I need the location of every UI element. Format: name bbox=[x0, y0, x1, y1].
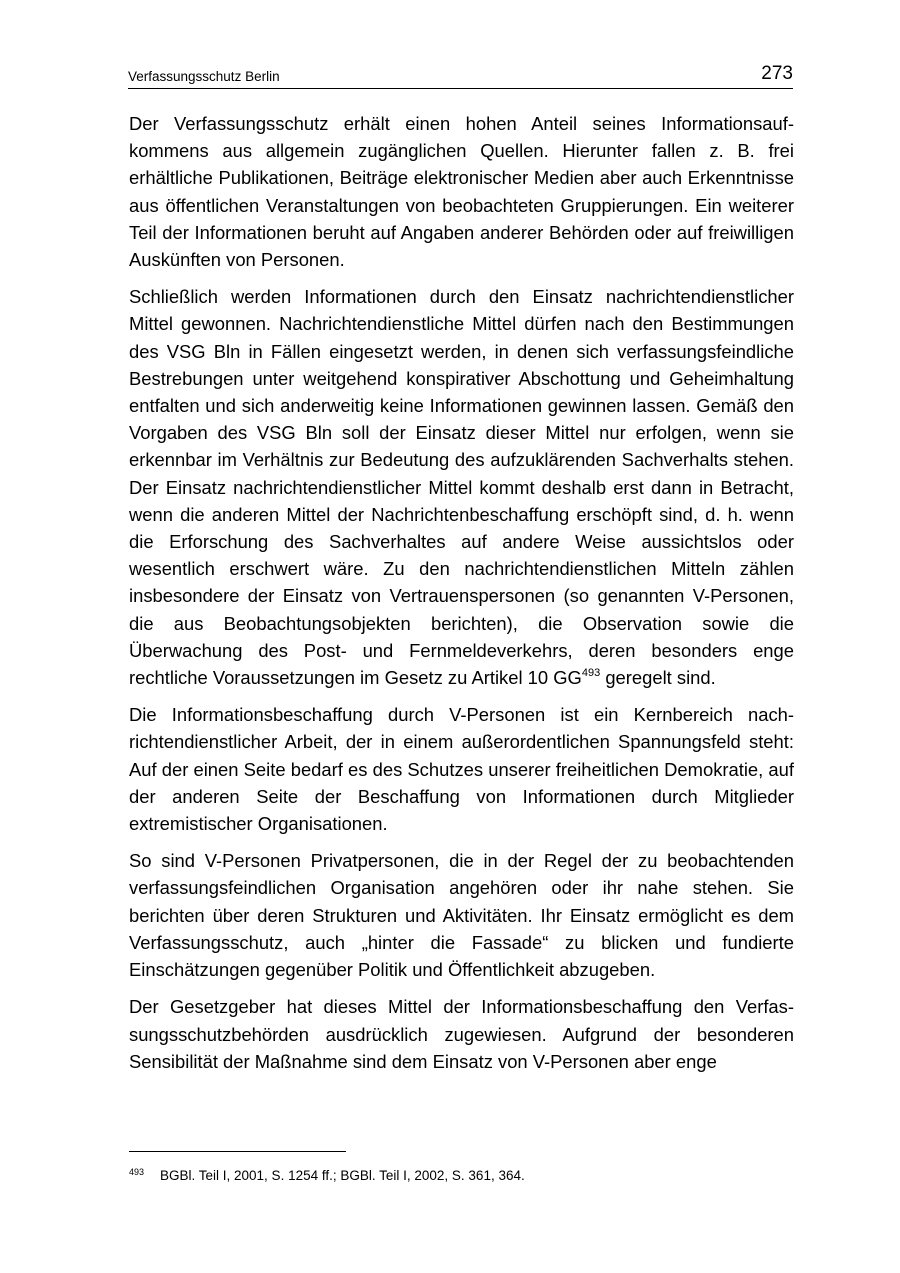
paragraph-2 bbox=[129, 283, 794, 691]
paragraph-2-text: Schließlich werden Informationen durch den Einsatz nachrichtendienstlicher Mittel gewonnen. Nachrichtendienstliche Mittel dürfen nach den Bestimmungen des VSG Bln in Fällen eingesetzt werden, in denen sich verfassungsfeindliche Bestrebungen unter weitgehend konspirativer Abschottung und Geheimhaltung entfalten und sich anderweitig keine Informationen gewinnen lassen. Gemäß den Vorgaben des VSG Bln soll der Einsatz dieser Mittel nur erfolgen, wenn sie erkennbar im Verhältnis zur Bedeutung des aufzuklärenden Sachverhalts stehen. Der Einsatz nachrichtendienstlicher Mittel kommt deshalb erst dann in Betracht, wenn die anderen Mittel der Nachrichtenbeschaffung erschöpft sind, d. h. wenn die Erforschung des Sachverhaltes auf andere Weise aussichtslos oder wesentlich erschwert wäre. Zu den nachrichtendienstlichen Mitteln zählen insbesondere der Einsatz von Vertrauenspersonen (so genannten V-Personen, die aus Beobachtungsobjekten berichten), die Observation sowie die Überwachung des Post- und Fernmeldeverkehrs, deren besonders enge rechtliche Voraussetzungen im Gesetz zu Artikel 10 GG bbox=[129, 286, 794, 689]
paragraph-4: So sind V-Personen Privatpersonen, die in der Regel der zu beobachtenden verfassungsfeindlichen Organisation angehören oder ihr nahe stehen. Sie berichten über deren Strukturen und Aktivitäten. Ihr Einsatz ermöglicht es dem Verfassungsschutz, auch „hinter die Fassade“ zu blicken und fundierte Einschätzungen gegenüber Politik und Öffentlichkeit abzugeben. bbox=[129, 850, 794, 981]
paragraph-2-tail: geregelt sind. bbox=[600, 667, 716, 689]
paragraph-1: Der Verfassungsschutz erhält einen hohen Anteil seines Informationsaufkommens aus allgemein zugänglichen Quellen. Hierunter fallen z. B. frei erhältliche Publikationen, Beiträge elektronischer Medien aber auch Erkenntnisse aus öffentlichen Veranstaltungen von beobachteten Gruppierungen. Ein weiterer Teil der Informationen beruht auf Angaben anderer Behörden oder auf freiwilligen Auskünften von Personen. bbox=[129, 113, 794, 271]
paragraph-3: Die Informationsbeschaffung durch V-Personen ist ein Kernbereich nachrichtendienstlicher Arbeit, der in einem außerordentlichen Spannungsfeld steht: Auf der einen Seite bedarf es des Schutzes unserer freiheitlichen Demokratie, auf der anderen Seite der Beschaffung von Informationen durch Mitglieder extremistischer Organisationen. bbox=[129, 704, 794, 835]
footnote-text: BGBl. Teil I, 2001, S. 1254 ff.; BGBl. Teil I, 2002, S. 361, 364. bbox=[160, 1168, 525, 1183]
footnote-reference-493[interactable]: 493 bbox=[581, 667, 601, 680]
page-number: 273 bbox=[761, 63, 793, 84]
paragraph-5: Der Gesetzgeber hat dieses Mittel der Informationsbeschaffung den Verfassungsschutzbehörden ausdrücklich zugewiesen. Aufgrund der besonderen Sensibilität der Maßnahme sind dem Einsatz von V-Personen aber enge bbox=[129, 996, 794, 1072]
page-header bbox=[128, 62, 793, 89]
body-text bbox=[129, 110, 794, 1085]
footnote-493: 493 BGBl. Teil I, 2001, S. 1254 ff.; BGBl. Teil I, 2002, S. 361, 364. bbox=[129, 1167, 525, 1183]
running-title: Verfassungsschutz Berlin bbox=[128, 69, 280, 84]
footnote-separator bbox=[129, 1151, 346, 1152]
